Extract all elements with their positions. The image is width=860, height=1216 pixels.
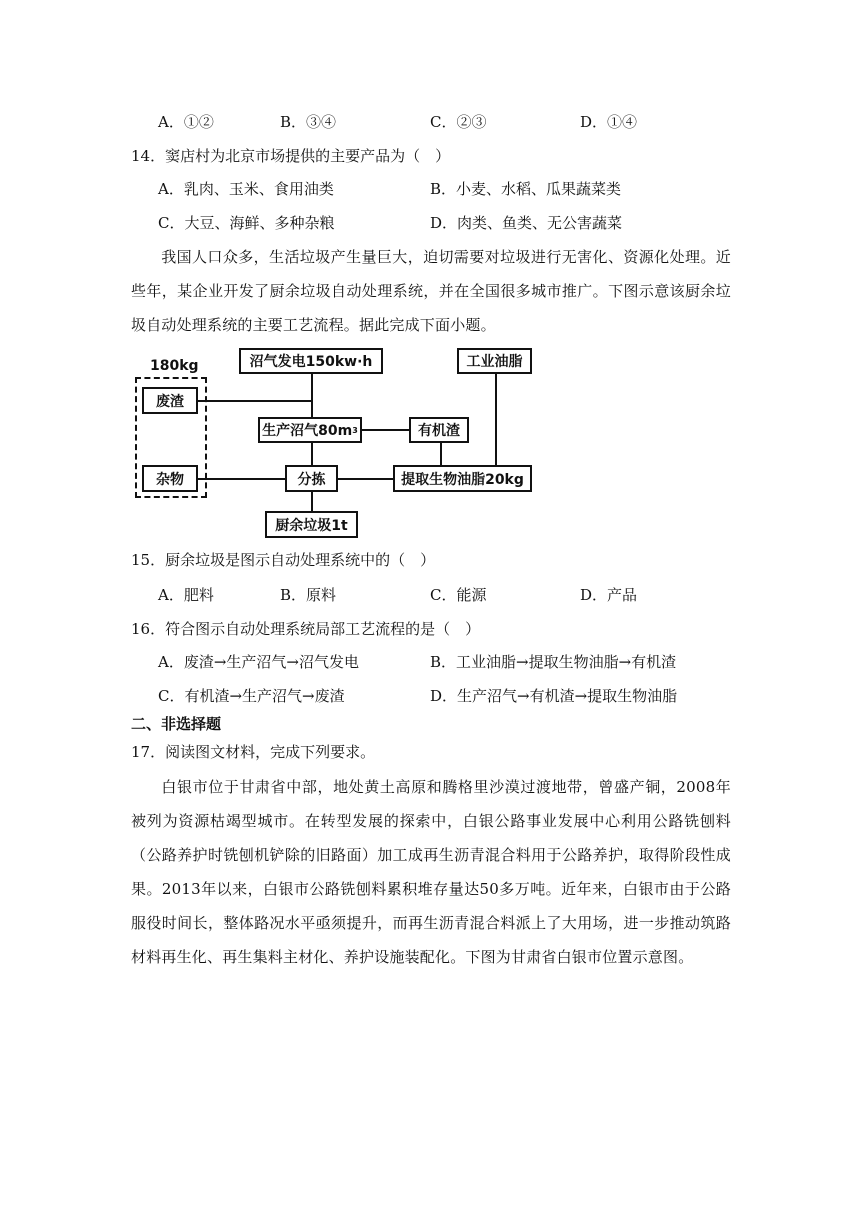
q14-stem: 14．窦店村为北京市场提供的主要产品为（ ） [131, 147, 451, 165]
q14-option-a: A．乳肉、玉米、食用油类 [158, 180, 334, 198]
q16-option-c: C．有机渣→生产沼气→废渣 [158, 687, 345, 705]
q15-option-b: B．原料 [280, 586, 337, 604]
line-waste-to-biogas [196, 400, 312, 402]
q15-option-c: C．能源 [430, 586, 487, 604]
q17-paragraph [131, 770, 731, 974]
line-power-to-biogas [311, 373, 313, 417]
q15-stem: 15．厨余垃圾是图示自动处理系统中的（ ） [131, 551, 436, 569]
q16-option-d: D．生产沼气→有机渣→提取生物油脂 [430, 687, 678, 705]
line-organic-to-extract [440, 441, 442, 466]
q16-stem: 16．符合图示自动处理系统局部工艺流程的是（ ） [131, 620, 481, 638]
q14-option-c: C．大豆、海鲜、多种杂粮 [158, 214, 335, 232]
q15-option-a: A．肥料 [158, 586, 214, 604]
section-heading: 二、非选择题 [131, 715, 222, 733]
line-kitchen-to-sorting [311, 490, 313, 512]
box-biogas-power: 沼气发电150kw·h [239, 348, 383, 374]
q16-option-b: B．工业油脂→提取生物油脂→有机渣 [430, 653, 677, 671]
intro-paragraph [131, 240, 731, 342]
box-extract-oil: 提取生物油脂20kg [393, 465, 532, 492]
biogas-production-text: 生产沼气80m [262, 423, 353, 439]
box-industrial-oil: 工业油脂 [457, 348, 532, 374]
line-biogas-to-organic [360, 429, 410, 431]
box-waste-residue: 废渣 [142, 387, 198, 414]
q17-text: 白银市位于甘肃省中部，地处黄土高原和腾格里沙漠过渡地带，曾盛产铜，2008年被列为资源枯竭型城市。在转型发展的探索中，白银公路事业发展中心利用公路铣刨料（公路养护时铣刨机铲除的旧路面）加工成再生沥青混合料用于公路养护，取得阶段性成果。2013年以来，白银市公路铣刨料累积堆存量达50多万吨。近年来，白银市由于公路服役时间长，整体路况水平亟须提升，而再生沥青混合料派上了大用场，进一步推动筑路材料再生化、再生集料主材化、养护设施装配化。下图为甘肃省白银市位置示意图。 [131, 778, 731, 966]
q13-option-c: C．②③ [430, 113, 487, 131]
box-kitchen-waste: 厨余垃圾1t [265, 511, 358, 538]
line-sundries-to-sorting [196, 478, 286, 480]
q15-option-d: D．产品 [580, 586, 638, 604]
q16-option-a: A．废渣→生产沼气→沼气发电 [158, 653, 359, 671]
q13-option-a: A．①② [158, 113, 214, 131]
intro-text: 我国人口众多，生活垃圾产生量巨大，迫切需要对垃圾进行无害化、资源化处理。近些年，某企业开发了厨余垃圾自动处理系统，并在全国很多城市推广。下图示意该厨余垃圾自动处理系统的主要工艺流程。据此完成下面小题。 [131, 248, 731, 334]
box-organic-residue: 有机渣 [409, 417, 469, 443]
line-biogas-to-sorting [311, 440, 313, 466]
box-biogas-production [258, 417, 362, 443]
weight-label: 180kg [150, 358, 199, 374]
line-industrial-to-extract [495, 372, 497, 466]
q14-option-b: B．小麦、水稻、瓜果蔬菜类 [430, 180, 622, 198]
q14-option-d: D．肉类、鱼类、无公害蔬菜 [430, 214, 623, 232]
q13-option-d: D．①④ [580, 113, 638, 131]
box-sundries: 杂物 [142, 465, 198, 492]
box-sorting: 分拣 [285, 465, 338, 492]
biogas-production-superscript: 3 [352, 425, 358, 435]
q13-option-b: B．③④ [280, 113, 337, 131]
line-sorting-to-extract [336, 478, 394, 480]
q17-stem: 17．阅读图文材料，完成下列要求。 [131, 743, 376, 761]
